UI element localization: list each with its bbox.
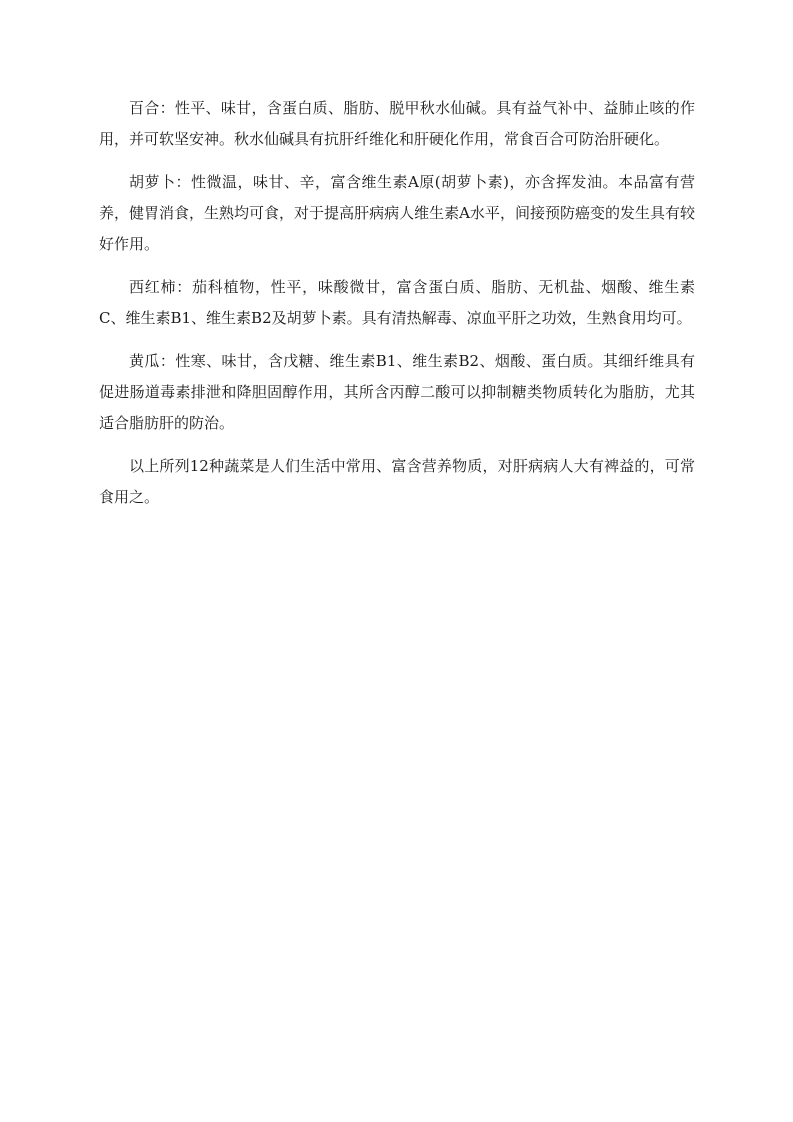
paragraph-cucumber: 黄瓜：性寒、味甘，含戊糖、维生素B1、维生素B2、烟酸、蛋白质。其细纤维具有促进肠道毒素排泄和降胆固醇作用，其所含丙醇二酸可以抑制糖类物质转化为脂肪，尤其适合脂肪肝的防治。 bbox=[99, 352, 695, 432]
paragraph-carrot: 胡萝卜：性微温，味甘、辛，富含维生素A原(胡萝卜素)，亦含挥发油。本品富有营养，健胃消食，生熟均可食，对于提高肝病病人维生素A水平，间接预防癌变的发生具有较好作用。 bbox=[99, 173, 695, 253]
document-body bbox=[99, 93, 695, 525]
paragraph-summary: 以上所列12种蔬菜是人们生活中常用、富含营养物质，对肝病病人大有裨益的，可常食用之。 bbox=[99, 457, 695, 506]
paragraph-tomato: 西红柿：茄科植物，性平，味酸微甘，富含蛋白质、脂肪、无机盐、烟酸、维生素C、维生素B1、维生素B2及胡萝卜素。具有清热解毒、凉血平肝之功效，生熟食用均可。 bbox=[99, 278, 695, 327]
paragraph-lily: 百合：性平、味甘，含蛋白质、脂肪、脱甲秋水仙碱。具有益气补中、益肺止咳的作用，并可软坚安神。秋水仙碱具有抗肝纤维化和肝硬化作用，常食百合可防治肝硬化。 bbox=[99, 99, 695, 148]
